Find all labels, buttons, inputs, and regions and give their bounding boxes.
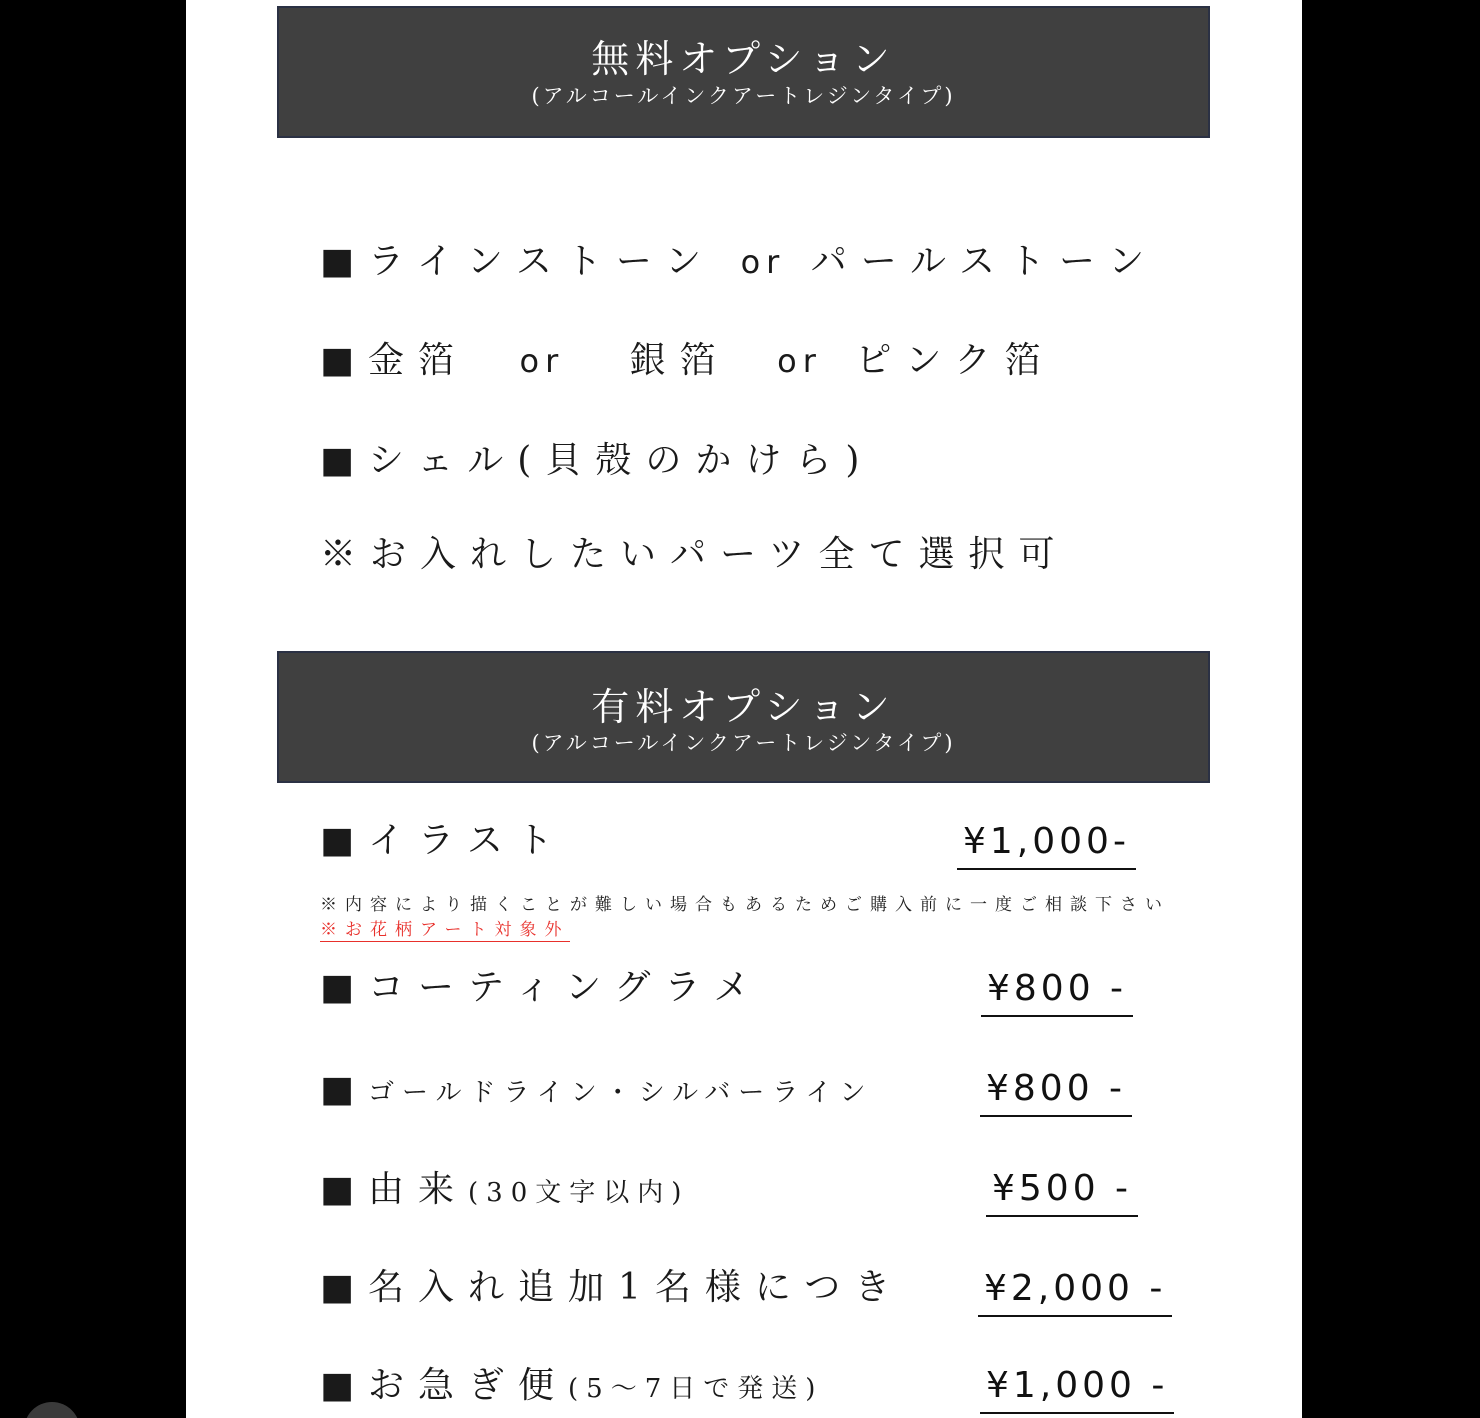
paid-option-origin bbox=[320, 1169, 690, 1210]
or-label: or bbox=[519, 342, 565, 380]
paid-options-title: 有料オプション bbox=[591, 685, 896, 729]
free-options-note: ※お入れしたいパーツ全て選択可 bbox=[320, 534, 1069, 575]
bullet-square: ■ bbox=[320, 967, 369, 1008]
bullet-square: ■ bbox=[320, 440, 369, 481]
free-option-foil bbox=[320, 340, 1055, 381]
price-origin: ¥500 - bbox=[986, 1171, 1138, 1217]
paid-options-subtitle: (アルコールインクアートレジンタイプ) bbox=[531, 731, 956, 755]
pearlstone-label: パールストーン bbox=[810, 241, 1159, 282]
option-label: 名入れ追加1名様につき bbox=[368, 1267, 905, 1308]
illustration-note-red: ※お花柄アート対象外 bbox=[320, 920, 570, 940]
paid-option-extra-name bbox=[320, 1267, 905, 1308]
option-label-extra: (30文字以内) bbox=[468, 1178, 690, 1208]
paid-options-header bbox=[277, 651, 1210, 783]
bullet-square: ■ bbox=[320, 241, 369, 282]
free-option-stone bbox=[320, 241, 1159, 282]
paid-option-coating-glitter bbox=[320, 967, 764, 1008]
pink-foil-label: ピンク箔 bbox=[855, 340, 1055, 381]
option-label: イラスト bbox=[368, 820, 567, 861]
option-label: 由来 bbox=[368, 1169, 469, 1210]
price-gold-silver-line: ¥800 - bbox=[980, 1071, 1132, 1117]
bullet-square: ■ bbox=[320, 340, 369, 381]
bullet-square: ■ bbox=[320, 1365, 369, 1406]
silver-foil-label: 銀箔 bbox=[629, 340, 730, 381]
price-illustration: ¥1,000- bbox=[957, 824, 1136, 870]
shell-label: シェル(貝殻のかけら) bbox=[368, 440, 874, 481]
illustration-note: ※内容により描くことが難しい場合もあるためご購入前に一度ご相談下さい bbox=[320, 895, 1170, 915]
rhinestone-label: ラインストーン bbox=[368, 241, 716, 282]
option-label: コーティングラメ bbox=[368, 967, 764, 1008]
option-label: お急ぎ便 bbox=[368, 1365, 569, 1406]
free-options-title: 無料オプション bbox=[591, 37, 896, 81]
bullet-square: ■ bbox=[320, 1267, 369, 1308]
bullet-square: ■ bbox=[320, 820, 369, 861]
paid-option-gold-silver-line bbox=[320, 1069, 874, 1110]
price-extra-name: ¥2,000 - bbox=[978, 1271, 1172, 1317]
paid-option-express bbox=[320, 1365, 824, 1406]
free-option-shell bbox=[320, 440, 874, 481]
illustration-note-red-wrap bbox=[320, 922, 570, 939]
option-label: ゴールドライン・シルバーライン bbox=[368, 1078, 874, 1108]
free-options-header bbox=[277, 6, 1210, 138]
or-label: or bbox=[740, 243, 786, 281]
price-express: ¥1,000 - bbox=[980, 1368, 1174, 1414]
price-coating-glitter: ¥800 - bbox=[981, 971, 1133, 1017]
option-label-extra: (5〜7日で発送) bbox=[568, 1374, 824, 1404]
floating-action-button[interactable] bbox=[24, 1402, 80, 1418]
bullet-square: ■ bbox=[320, 1069, 369, 1110]
paid-option-illustration bbox=[320, 820, 567, 861]
bullet-square: ■ bbox=[320, 1169, 369, 1210]
gold-foil-label: 金箔 bbox=[368, 340, 469, 381]
option-sheet bbox=[186, 0, 1302, 1418]
free-options-subtitle: (アルコールインクアートレジンタイプ) bbox=[531, 84, 956, 108]
or-label: or bbox=[777, 342, 822, 380]
